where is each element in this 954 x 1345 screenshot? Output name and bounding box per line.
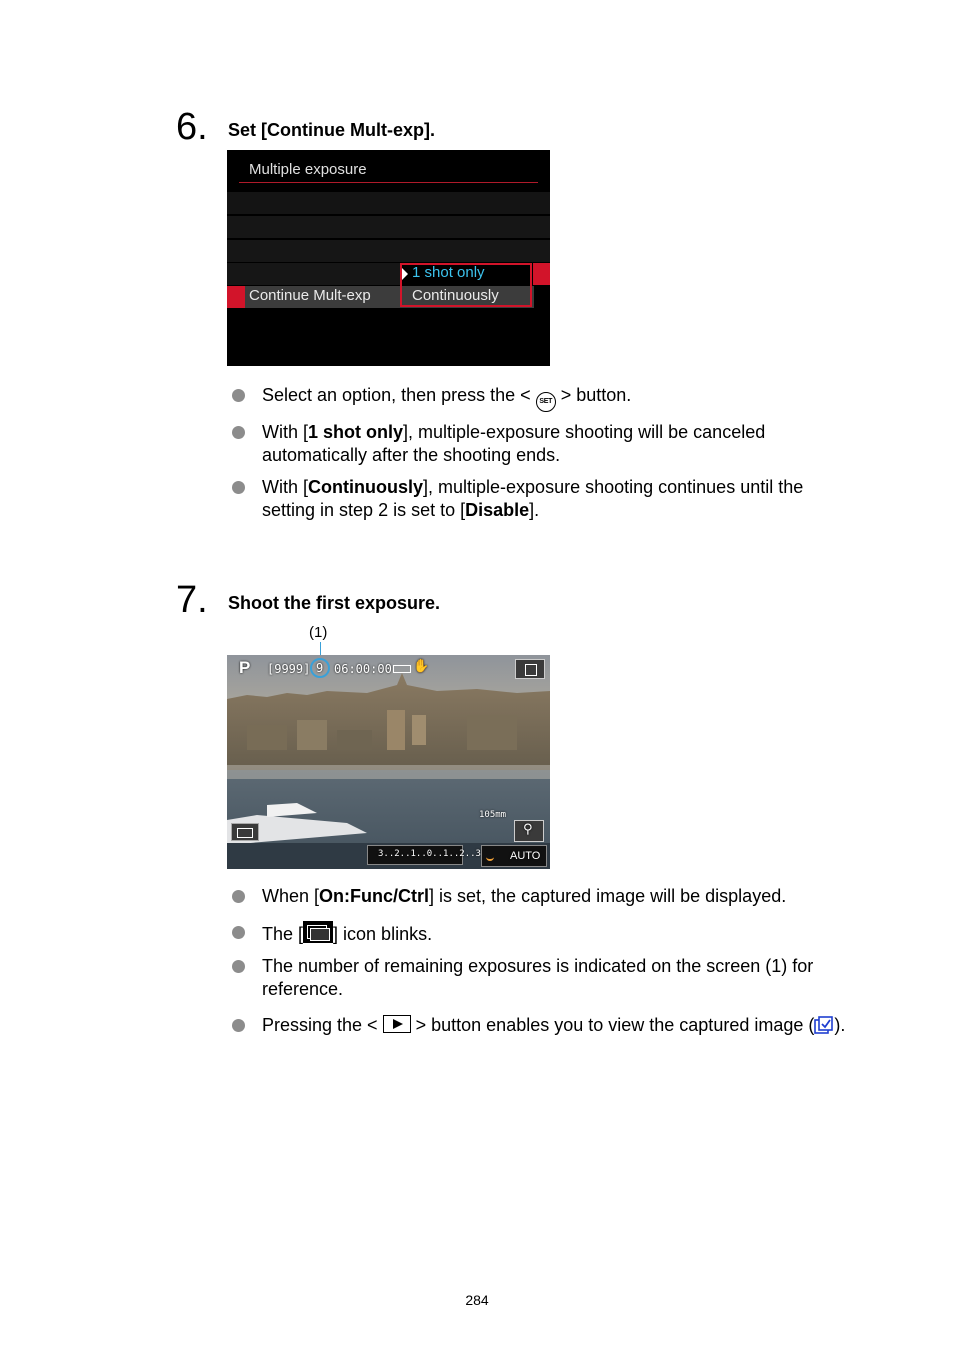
- iso-value: AUTO: [510, 850, 541, 862]
- playback-button-icon: [383, 1015, 411, 1033]
- set-button-icon: SET: [536, 392, 556, 412]
- list-item: With [Continuously], multiple-exposure shooting continues until the setting in step 2 is set to [Disable].: [230, 476, 860, 522]
- exposure-level-indicator: [367, 845, 481, 865]
- exposure-scale: 3..2..1..0..1..2..3: [378, 849, 481, 859]
- page-number: 284: [465, 1292, 489, 1308]
- harbor-scene-image: [227, 655, 550, 869]
- option-continuously[interactable]: Continuously: [412, 287, 499, 304]
- multi-exposure-icon: [237, 828, 253, 838]
- option-1-shot-only[interactable]: 1 shot only: [412, 264, 485, 281]
- shots-remaining: [9999]: [267, 662, 311, 676]
- menu-row: [227, 240, 550, 262]
- hand-icon: ✋: [413, 659, 430, 674]
- shooting-mode: P: [239, 658, 251, 677]
- multiple-exposure-menu-screen: [227, 150, 550, 366]
- menu-title-underline: [239, 182, 538, 183]
- continue-mult-exp-label: Continue Mult-exp: [249, 287, 371, 304]
- live-view-screen: [227, 655, 550, 869]
- menu-row: [227, 263, 400, 285]
- remaining-exposures: 9: [316, 661, 324, 675]
- iso-button[interactable]: [481, 845, 547, 867]
- list-item: With [1 shot only], multiple-exposure shooting will be canceled automatically after the shooting ends.: [230, 421, 860, 467]
- multiple-exposure-icon: [303, 921, 333, 943]
- option-pointer-icon: [402, 268, 408, 280]
- bullet-icon: [232, 426, 245, 439]
- focal-length: 105mm: [479, 810, 507, 820]
- menu-title: Multiple exposure: [249, 161, 367, 178]
- page-reference-icon[interactable]: [814, 1016, 834, 1034]
- step7-bullet-list: [230, 885, 860, 1046]
- multi-exposure-mode-button[interactable]: [231, 823, 259, 841]
- step-number: 6.: [176, 106, 208, 148]
- bullet-icon: [232, 1019, 245, 1032]
- option-highlight-accent: [533, 263, 550, 285]
- bullet-icon: [232, 926, 245, 939]
- iso-dial-icon: [486, 854, 494, 861]
- magnify-button[interactable]: [514, 820, 544, 842]
- menu-row: [227, 192, 550, 214]
- bullet-icon: [232, 481, 245, 494]
- step-number: 7.: [176, 579, 208, 621]
- list-item: Select an option, then press the < SET > button.: [230, 384, 860, 412]
- list-item: Pressing the < > button enables you to view the captured image ( ).: [230, 1014, 860, 1037]
- menu-row: [227, 216, 550, 238]
- list-item: The [ ] icon blinks.: [230, 921, 860, 946]
- list-item: When [On:Func/Ctrl] is set, the captured image will be displayed.: [230, 885, 860, 908]
- quick-control-icon: [525, 664, 537, 676]
- quick-control-button[interactable]: [515, 659, 545, 679]
- bullet-icon: [232, 890, 245, 903]
- callout-label: (1): [309, 624, 328, 641]
- step-title: Set [Continue Mult-exp].: [228, 120, 435, 140]
- step-title: Shoot the first exposure.: [228, 593, 441, 613]
- bullet-icon: [232, 389, 245, 402]
- magnify-icon: ⚲: [523, 822, 533, 837]
- movie-time: 06:00:00: [334, 662, 392, 676]
- bullet-icon: [232, 960, 245, 973]
- battery-icon: [393, 665, 411, 673]
- selected-row-marker: [227, 286, 245, 308]
- list-item: The number of remaining exposures is indicated on the screen (1) for reference.: [230, 955, 860, 1001]
- step6-bullet-list: [230, 384, 860, 531]
